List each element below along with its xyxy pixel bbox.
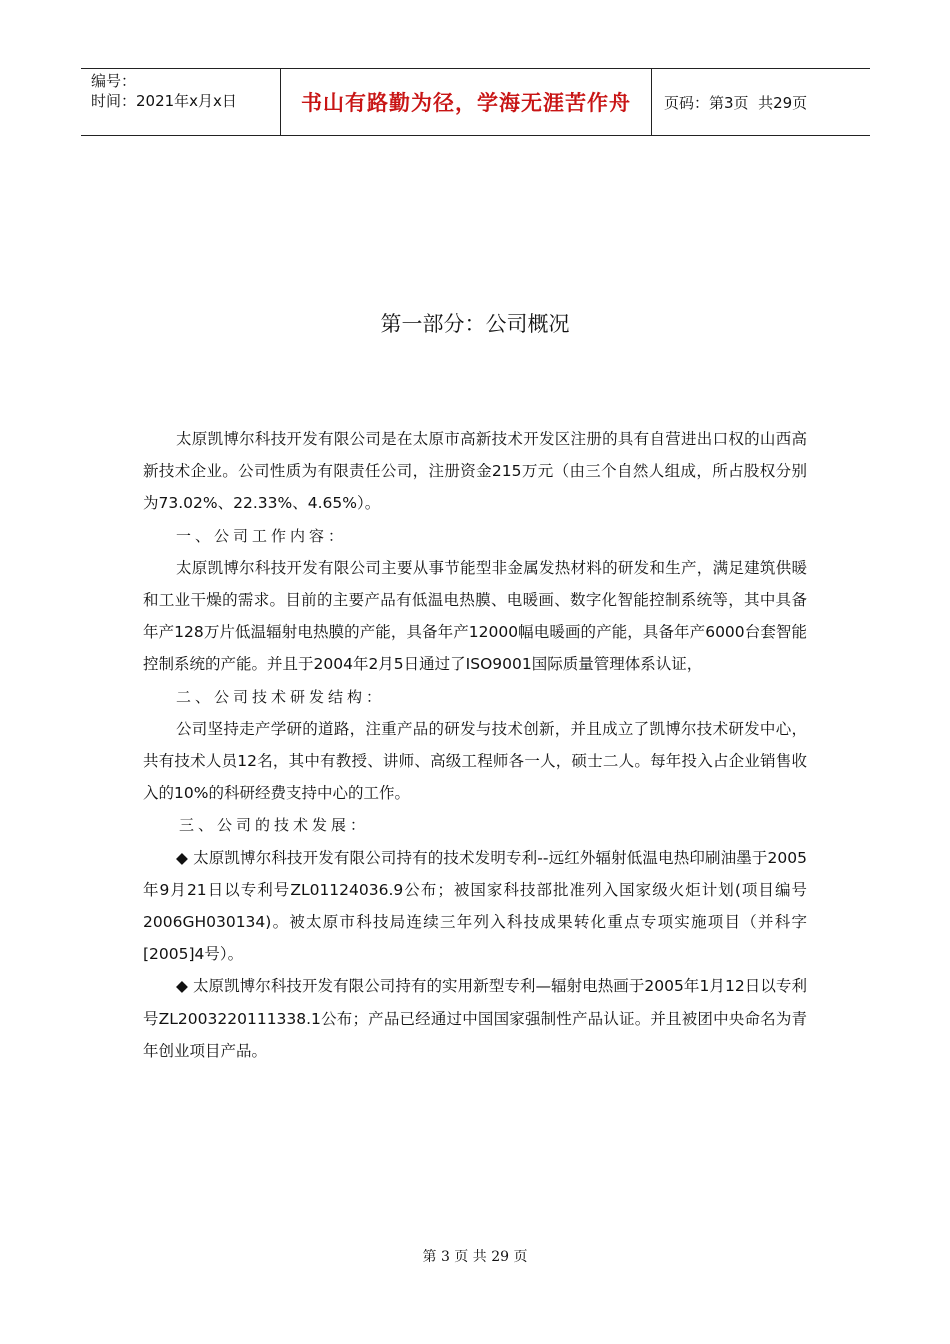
document-number-label: 编号： [91, 72, 137, 90]
document-date-label: 时间：2021年x月x日 [91, 92, 237, 110]
patent-bullet-2: ◆ 太原凯博尔科技开发有限公司持有的实用新型专利—辐射电热画于2005年1月12日以专利号ZL2003220111338.1公布；产品已经通过中国国家强制性产品认证。并且被团中央命名为青年创业项目产品。 [143, 977, 807, 1060]
section-2-heading: 二、公司技术研发结构： [176, 687, 386, 706]
section-1-heading: 一、公司工作内容： [176, 526, 348, 545]
patent-bullet-1: ◆ 太原凯博尔科技开发有限公司持有的技术发明专利--远红外辐射低温电热印刷油墨于2005年9月21日以专利号ZL01124036.9公布；被国家科技部批准列入国家级火炬计划(项目编号2006GH030134)。被太原市科技局连续三年列入科技成果转化重点专项实施项目（并科字[2005]4号）。 [143, 848, 807, 964]
page-footer: 第 3 页 共 29 页 [422, 1249, 528, 1265]
header-info [81, 69, 281, 135]
document-body [143, 423, 807, 1067]
section-title: 第一部分：公司概况 [380, 312, 570, 336]
section-1-body: 太原凯博尔科技开发有限公司主要从事节能型非金属发热材料的研发和生产，满足建筑供暖和工业干燥的需求。目前的主要产品有低温电热膜、电暖画、数字化智能控制系统等，其中具备年产128万片低温辐射电热膜的产能，具备年产12000幅电暖画的产能，具备年产6000台套智能控制系统的产能。并且于2004年2月5日通过了ISO9001国际质量管理体系认证， [143, 558, 807, 674]
page-header [81, 68, 870, 136]
section-2-body: 公司坚持走产学研的道路，注重产品的研发与技术创新，并且成立了凯博尔技术研发中心，共有技术人员12名，其中有教授、讲师、高级工程师各一人，硕士二人。每年投入占企业销售收入的10%的科研经费支持中心的工作。 [143, 719, 807, 803]
intro-paragraph: 太原凯博尔科技开发有限公司是在太原市高新技术开发区注册的具有自营进出口权的山西高新技术企业。公司性质为有限责任公司，注册资金215万元（由三个自然人组成，所占股权分别为73.02%、22.33%、4.65%）。 [143, 430, 807, 513]
header-page-info: 页码：第3页 共29页 [664, 93, 808, 112]
header-motto: 书山有路勤为径，学海无涯苦作舟 [281, 69, 652, 135]
section-3-heading: 三、公司的技术发展： [179, 816, 370, 835]
